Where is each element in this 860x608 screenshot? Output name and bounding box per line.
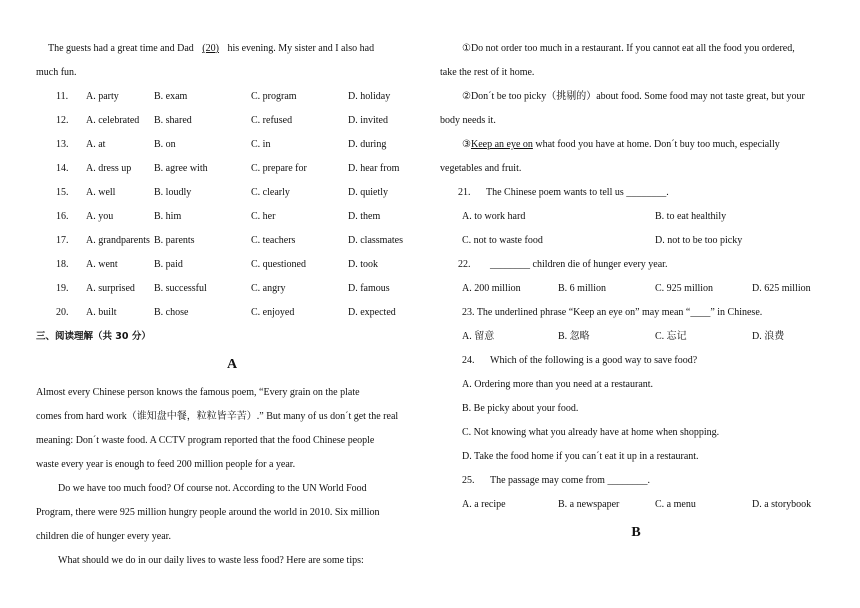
question-22-number: 22. bbox=[458, 259, 471, 270]
question-25-stem: The passage may come from ________. bbox=[490, 475, 650, 486]
option-c: C. program bbox=[251, 91, 297, 102]
question-21-option-a: A. to work hard bbox=[462, 211, 526, 222]
passage-a-p2-line: children die of hunger every year. bbox=[36, 531, 171, 542]
option-b: B. loudly bbox=[154, 187, 192, 198]
option-c: C. her bbox=[251, 211, 276, 222]
question-number: 18. bbox=[56, 259, 69, 270]
tip-2-line: body needs it. bbox=[440, 115, 496, 126]
option-c: C. refused bbox=[251, 115, 293, 126]
question-number: 19. bbox=[56, 283, 69, 294]
question-24-stem: Which of the following is a good way to save food? bbox=[490, 355, 698, 366]
option-c: C. enjoyed bbox=[251, 307, 295, 318]
passage-a-p1-line: Almost every Chinese person knows the famous poem, “Every grain on the plate bbox=[36, 387, 360, 398]
passage-b-title: B bbox=[631, 525, 641, 540]
question-25-option-d: D. a storybook bbox=[752, 499, 812, 510]
option-b: B. him bbox=[154, 211, 182, 222]
option-c: C. angry bbox=[251, 283, 286, 294]
passage-a-p1-line: waste every year is enough to feed 200 million people for a year. bbox=[36, 459, 296, 470]
intro-text: The guests had a great time and Dad bbox=[48, 43, 197, 54]
question-22-stem: ________ children die of hunger every year. bbox=[490, 259, 668, 270]
option-c: C. clearly bbox=[251, 187, 290, 198]
question-21-stem: The Chinese poem wants to tell us ________. bbox=[486, 187, 669, 198]
cloze-question-row bbox=[36, 210, 428, 224]
cloze-question-row bbox=[36, 114, 428, 128]
question-24-option-b: B. Be picky about your food. bbox=[462, 403, 579, 414]
option-d: D. holiday bbox=[348, 91, 391, 102]
cloze-question-row bbox=[36, 162, 428, 176]
passage-a-p2-line: Program, there were 925 million hungry people around the world in 2010. Six million bbox=[36, 507, 380, 518]
question-22-option-d: D. 625 million bbox=[752, 283, 811, 294]
cloze-question-row bbox=[36, 186, 428, 200]
question-number: 13. bbox=[56, 139, 69, 150]
intro-line-2: much fun. bbox=[36, 67, 77, 78]
option-c: C. questioned bbox=[251, 259, 306, 270]
option-c: C. teachers bbox=[251, 235, 296, 246]
question-24-option-a: A. Ordering more than you need at a restaurant. bbox=[462, 379, 654, 390]
question-22-option-b: B. 6 million bbox=[558, 283, 607, 294]
tip-3-marker: ③ bbox=[462, 139, 471, 150]
question-number: 16. bbox=[56, 211, 69, 222]
option-d: D. them bbox=[348, 211, 381, 222]
question-24-option-d: D. Take the food home if you can´t eat it up in a restaurant. bbox=[462, 451, 699, 462]
question-21-option-b: B. to eat healthily bbox=[655, 211, 727, 222]
question-25-number: 25. bbox=[462, 475, 475, 486]
option-c: C. in bbox=[251, 139, 271, 150]
option-b: B. paid bbox=[154, 259, 183, 270]
question-25-option-a: A. a recipe bbox=[462, 499, 506, 510]
question-number: 14. bbox=[56, 163, 69, 174]
option-a: A. well bbox=[86, 187, 116, 198]
option-a: A. dress up bbox=[86, 163, 132, 174]
tip-3-line: vegetables and fruit. bbox=[440, 163, 522, 174]
tip-3-text: what food you have at home. Don´t buy too much, especially bbox=[532, 139, 780, 150]
cloze-question-row bbox=[36, 282, 428, 296]
question-24-option-c: C. Not knowing what you already have at home when shopping. bbox=[462, 427, 720, 438]
tip-1-line: take the rest of it home. bbox=[440, 67, 535, 78]
option-a: A. built bbox=[86, 307, 117, 318]
passage-a-p1-line: meaning: Don´t waste food. A CCTV program reported that the food Chinese people bbox=[36, 435, 375, 446]
question-22-option-a: A. 200 million bbox=[462, 283, 521, 294]
question-23-option-b: B. 忽略 bbox=[558, 331, 590, 342]
cloze-question-row bbox=[36, 306, 428, 320]
question-22-option-c: C. 925 million bbox=[655, 283, 714, 294]
question-25-option-b: B. a newspaper bbox=[558, 499, 620, 510]
option-a: A. surprised bbox=[86, 283, 135, 294]
intro-line-1 bbox=[48, 42, 374, 56]
section-title: 三、阅读理解（共 30 分） bbox=[36, 331, 151, 342]
option-d: D. classmates bbox=[348, 235, 403, 246]
option-a: A. party bbox=[86, 91, 119, 102]
option-b: B. shared bbox=[154, 115, 192, 126]
tip-3-line bbox=[462, 138, 780, 152]
option-b: B. exam bbox=[154, 91, 188, 102]
option-b: B. chose bbox=[154, 307, 189, 318]
passage-a-p3-line: What should we do in our daily lives to waste less food? Here are some tips: bbox=[58, 555, 364, 566]
option-a: A. you bbox=[86, 211, 114, 222]
cloze-question-row bbox=[36, 90, 428, 104]
question-23-option-c: C. 忘记 bbox=[655, 331, 687, 342]
option-a: A. at bbox=[86, 139, 106, 150]
question-number: 11. bbox=[56, 91, 69, 102]
question-21-option-c: C. not to waste food bbox=[462, 235, 543, 246]
tip-2-line: ②Don´t be too picky（挑剔的）about food. Some food may not taste great, but your bbox=[462, 91, 805, 102]
intro-text: his evening. My sister and I also had bbox=[224, 43, 375, 54]
passage-a-p1-line: comes from hard work（谁知盘中餐，粒粒皆辛苦）.” But many of us don´t get the real bbox=[36, 411, 399, 422]
question-number: 15. bbox=[56, 187, 69, 198]
passage-a-p2-line: Do we have too much food? Of course not. According to the UN World Food bbox=[58, 483, 367, 494]
tip-1-line: ①Do not order too much in a restaurant. If you cannot eat all the food you ordered, bbox=[462, 43, 795, 54]
question-21-number: 21. bbox=[458, 187, 471, 198]
question-23-stem: 23. The underlined phrase “Keep an eye on” may mean “____” in Chinese. bbox=[462, 307, 763, 318]
option-b: B. successful bbox=[154, 283, 207, 294]
option-d: D. invited bbox=[348, 115, 388, 126]
question-21-option-d: D. not to be too picky bbox=[655, 235, 743, 246]
question-number: 17. bbox=[56, 235, 69, 246]
option-a: A. went bbox=[86, 259, 118, 270]
option-d: D. during bbox=[348, 139, 387, 150]
cloze-question-row bbox=[36, 258, 428, 272]
question-23-option-a: A. 留意 bbox=[462, 331, 495, 342]
cloze-question-row bbox=[36, 138, 428, 152]
option-a: A. grandparents bbox=[86, 235, 150, 246]
question-25-option-c: C. a menu bbox=[655, 499, 696, 510]
option-b: B. on bbox=[154, 139, 176, 150]
option-b: B. agree with bbox=[154, 163, 208, 174]
blank-20: (20) bbox=[202, 43, 219, 54]
passage-a-title: A bbox=[226, 357, 238, 372]
cloze-question-row bbox=[36, 234, 428, 248]
question-23-option-d: D. 浪费 bbox=[752, 331, 785, 342]
option-b: B. parents bbox=[154, 235, 195, 246]
option-d: D. took bbox=[348, 259, 378, 270]
question-number: 12. bbox=[56, 115, 69, 126]
option-d: D. hear from bbox=[348, 163, 400, 174]
question-24-number: 24. bbox=[462, 355, 475, 366]
option-d: D. quietly bbox=[348, 187, 388, 198]
question-number: 20. bbox=[56, 307, 69, 318]
underlined-phrase: Keep an eye on bbox=[470, 139, 533, 150]
option-a: A. celebrated bbox=[86, 115, 140, 126]
option-d: D. famous bbox=[348, 283, 390, 294]
option-d: D. expected bbox=[348, 307, 396, 318]
option-c: C. prepare for bbox=[251, 163, 307, 174]
